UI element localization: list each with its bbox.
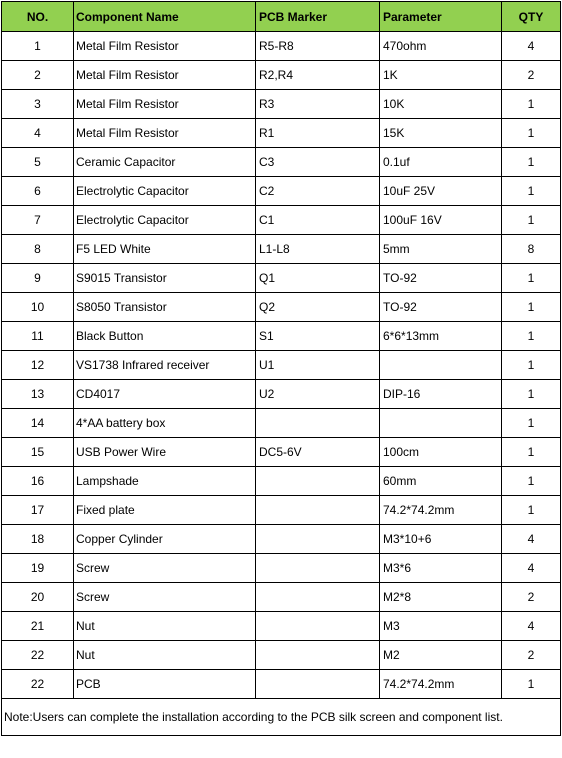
cell-parameter: 10uF 25V (380, 177, 502, 206)
cell-no: 9 (2, 264, 74, 293)
cell-qty: 1 (502, 670, 561, 699)
cell-component-name: USB Power Wire (74, 438, 256, 467)
cell-no: 4 (2, 119, 74, 148)
cell-component-name: Screw (74, 583, 256, 612)
cell-no: 15 (2, 438, 74, 467)
table-row (2, 554, 561, 583)
cell-parameter: TO-92 (380, 293, 502, 322)
cell-qty: 1 (502, 322, 561, 351)
cell-qty: 1 (502, 148, 561, 177)
cell-parameter: 470ohm (380, 32, 502, 61)
cell-component-name: S9015 Transistor (74, 264, 256, 293)
table-row (2, 264, 561, 293)
cell-pcb-marker (256, 670, 380, 699)
cell-component-name: Electrolytic Capacitor (74, 206, 256, 235)
cell-component-name: Copper Cylinder (74, 525, 256, 554)
cell-pcb-marker (256, 554, 380, 583)
cell-component-name: Fixed plate (74, 496, 256, 525)
cell-no: 1 (2, 32, 74, 61)
table-row (2, 61, 561, 90)
table-row (2, 177, 561, 206)
cell-parameter: 100uF 16V (380, 206, 502, 235)
table-row (2, 409, 561, 438)
cell-qty: 4 (502, 554, 561, 583)
cell-no: 19 (2, 554, 74, 583)
table-row (2, 670, 561, 699)
cell-parameter: TO-92 (380, 264, 502, 293)
header-qty: QTY (502, 2, 561, 32)
cell-parameter: M3*10+6 (380, 525, 502, 554)
cell-no: 21 (2, 612, 74, 641)
cell-component-name: Metal Film Resistor (74, 119, 256, 148)
cell-qty: 4 (502, 525, 561, 554)
cell-pcb-marker (256, 583, 380, 612)
table-header (2, 2, 561, 32)
cell-component-name: Metal Film Resistor (74, 32, 256, 61)
cell-pcb-marker (256, 612, 380, 641)
cell-pcb-marker: R3 (256, 90, 380, 119)
cell-component-name: Nut (74, 612, 256, 641)
note-row (2, 699, 561, 736)
cell-pcb-marker: U1 (256, 351, 380, 380)
cell-pcb-marker (256, 525, 380, 554)
table-row (2, 351, 561, 380)
cell-parameter: M2 (380, 641, 502, 670)
cell-parameter: M2*8 (380, 583, 502, 612)
cell-pcb-marker: DC5-6V (256, 438, 380, 467)
header-no: NO. (2, 2, 74, 32)
cell-pcb-marker: S1 (256, 322, 380, 351)
cell-parameter: M3*6 (380, 554, 502, 583)
cell-pcb-marker: Q1 (256, 264, 380, 293)
cell-no: 10 (2, 293, 74, 322)
cell-no: 8 (2, 235, 74, 264)
cell-pcb-marker: L1-L8 (256, 235, 380, 264)
note-text: Note:Users can complete the installation according to the PCB silk screen and component list. (2, 699, 561, 736)
cell-component-name: Nut (74, 641, 256, 670)
cell-no: 12 (2, 351, 74, 380)
cell-component-name: F5 LED White (74, 235, 256, 264)
cell-pcb-marker: Q2 (256, 293, 380, 322)
table-row (2, 641, 561, 670)
cell-qty: 1 (502, 409, 561, 438)
cell-no: 18 (2, 525, 74, 554)
cell-parameter (380, 409, 502, 438)
cell-component-name: Lampshade (74, 467, 256, 496)
cell-no: 22 (2, 641, 74, 670)
cell-parameter: 1K (380, 61, 502, 90)
cell-component-name: S8050 Transistor (74, 293, 256, 322)
cell-qty: 1 (502, 264, 561, 293)
table-row (2, 380, 561, 409)
cell-pcb-marker (256, 496, 380, 525)
cell-no: 3 (2, 90, 74, 119)
cell-no: 2 (2, 61, 74, 90)
cell-qty: 4 (502, 32, 561, 61)
cell-qty: 2 (502, 641, 561, 670)
cell-no: 16 (2, 467, 74, 496)
cell-no: 22 (2, 670, 74, 699)
cell-no: 14 (2, 409, 74, 438)
cell-pcb-marker: C3 (256, 148, 380, 177)
cell-parameter: 10K (380, 90, 502, 119)
cell-qty: 1 (502, 177, 561, 206)
table-row (2, 583, 561, 612)
cell-component-name: Electrolytic Capacitor (74, 177, 256, 206)
cell-pcb-marker: U2 (256, 380, 380, 409)
cell-qty: 1 (502, 90, 561, 119)
cell-qty: 2 (502, 61, 561, 90)
cell-parameter: 74.2*74.2mm (380, 670, 502, 699)
cell-pcb-marker: C2 (256, 177, 380, 206)
cell-pcb-marker: C1 (256, 206, 380, 235)
table-row (2, 467, 561, 496)
table-body (2, 32, 561, 699)
cell-pcb-marker (256, 467, 380, 496)
cell-qty: 4 (502, 612, 561, 641)
table-row (2, 206, 561, 235)
cell-no: 5 (2, 148, 74, 177)
header-row (2, 2, 561, 32)
cell-parameter: M3 (380, 612, 502, 641)
table-row (2, 235, 561, 264)
cell-pcb-marker (256, 641, 380, 670)
cell-no: 13 (2, 380, 74, 409)
cell-component-name: PCB (74, 670, 256, 699)
cell-qty: 1 (502, 206, 561, 235)
cell-qty: 1 (502, 119, 561, 148)
table-row (2, 90, 561, 119)
cell-parameter: DIP-16 (380, 380, 502, 409)
cell-pcb-marker: R5-R8 (256, 32, 380, 61)
cell-parameter: 74.2*74.2mm (380, 496, 502, 525)
table-footer (2, 699, 561, 736)
cell-parameter: 6*6*13mm (380, 322, 502, 351)
cell-no: 7 (2, 206, 74, 235)
cell-qty: 1 (502, 380, 561, 409)
cell-pcb-marker: R2,R4 (256, 61, 380, 90)
cell-parameter: 100cm (380, 438, 502, 467)
cell-no: 17 (2, 496, 74, 525)
cell-component-name: VS1738 Infrared receiver (74, 351, 256, 380)
header-component: Component Name (74, 2, 256, 32)
table-row (2, 438, 561, 467)
cell-pcb-marker (256, 409, 380, 438)
cell-qty: 2 (502, 583, 561, 612)
cell-qty: 1 (502, 467, 561, 496)
cell-parameter: 5mm (380, 235, 502, 264)
table-row (2, 148, 561, 177)
table-row (2, 612, 561, 641)
cell-qty: 8 (502, 235, 561, 264)
table-row (2, 525, 561, 554)
cell-pcb-marker: R1 (256, 119, 380, 148)
cell-parameter (380, 351, 502, 380)
cell-qty: 1 (502, 496, 561, 525)
cell-component-name: Screw (74, 554, 256, 583)
cell-qty: 1 (502, 351, 561, 380)
cell-component-name: Metal Film Resistor (74, 90, 256, 119)
cell-qty: 1 (502, 438, 561, 467)
cell-component-name: CD4017 (74, 380, 256, 409)
table-row (2, 32, 561, 61)
cell-qty: 1 (502, 293, 561, 322)
cell-component-name: 4*AA battery box (74, 409, 256, 438)
header-parameter: Parameter (380, 2, 502, 32)
cell-no: 11 (2, 322, 74, 351)
cell-no: 20 (2, 583, 74, 612)
table-row (2, 293, 561, 322)
cell-no: 6 (2, 177, 74, 206)
table-row (2, 322, 561, 351)
table-row (2, 119, 561, 148)
cell-parameter: 60mm (380, 467, 502, 496)
cell-parameter: 0.1uf (380, 148, 502, 177)
cell-component-name: Ceramic Capacitor (74, 148, 256, 177)
cell-component-name: Black Button (74, 322, 256, 351)
header-pcb-marker: PCB Marker (256, 2, 380, 32)
table-row (2, 496, 561, 525)
bom-table (1, 1, 561, 736)
cell-component-name: Metal Film Resistor (74, 61, 256, 90)
cell-parameter: 15K (380, 119, 502, 148)
